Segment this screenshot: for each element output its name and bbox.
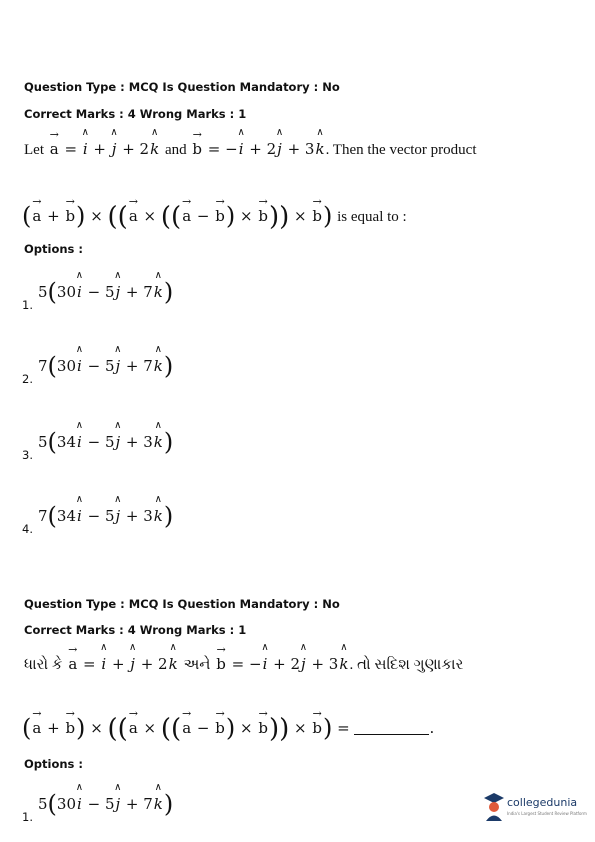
option-expression: 7(30∧ i − 5∧ j + 7∧ k) xyxy=(38,352,173,380)
option-expression: 7(34∧ i − 5∧ j + 3∧ k) xyxy=(38,502,173,530)
option-number: 1. xyxy=(22,810,33,824)
option-number: 3. xyxy=(22,448,33,462)
graduate-icon xyxy=(483,792,505,822)
q2-stem-line1: ધારો કે → a = ∧ i + ∧ j + 2∧ k અને → b = −∧ i + 2∧ j + 3∧ k. તો સદિશ ગુણાકાર xyxy=(24,655,463,674)
q2-stem-let: ધારો કે xyxy=(24,657,63,673)
q2-meta-type: Question Type : MCQ Is Question Mandatory : No xyxy=(24,597,340,611)
q1-meta-marks: Correct Marks : 4 Wrong Marks : 1 xyxy=(24,107,247,121)
logo-name: collegedunia xyxy=(507,796,578,809)
q1-stem-line2: (→ a + → b) × ((→ a × ((→ a − → b) × → b)) × → b) is equal to : xyxy=(22,202,407,232)
option-expression: 5(34∧ i − 5∧ j + 3∧ k) xyxy=(38,428,173,456)
q1-options-label: Options : xyxy=(24,242,83,256)
q1-stem-line1: Let → a = ∧ i + ∧ j + 2∧ k and → b = −∧ i + 2∧ j + 3∧ k. Then the vector product xyxy=(24,140,477,159)
q1-stem-let: Let xyxy=(24,142,44,158)
option-expression: 5(30∧ i − 5∧ j + 7∧ k) xyxy=(38,278,173,306)
q2-options-label: Options : xyxy=(24,757,83,771)
answer-blank xyxy=(354,734,429,735)
option-number: 4. xyxy=(22,522,33,536)
q2-stem-and: અને xyxy=(183,657,211,673)
q2-stem-line2: (→ a + → b) × ((→ a × ((→ a − → b) × → b)) × → b) = . xyxy=(22,714,434,744)
q2-meta-marks: Correct Marks : 4 Wrong Marks : 1 xyxy=(24,623,247,637)
option-number: 1. xyxy=(22,298,33,312)
q1-stem-then: . Then the vector product xyxy=(325,142,477,158)
q1-stem-equal: is equal to : xyxy=(337,209,407,225)
option-number: 2. xyxy=(22,372,33,386)
q1-stem-and: and xyxy=(164,142,187,158)
logo-tagline: India's Largest Student Review Platform xyxy=(507,811,587,816)
option-expression: 5(30∧ i − 5∧ j + 7∧ k) xyxy=(38,790,173,818)
q2-stem-then: . તો સદિશ ગુણાકાર xyxy=(349,657,464,673)
q1-meta-type: Question Type : MCQ Is Question Mandatory : No xyxy=(24,80,340,94)
collegedunia-logo[interactable] xyxy=(483,790,587,824)
